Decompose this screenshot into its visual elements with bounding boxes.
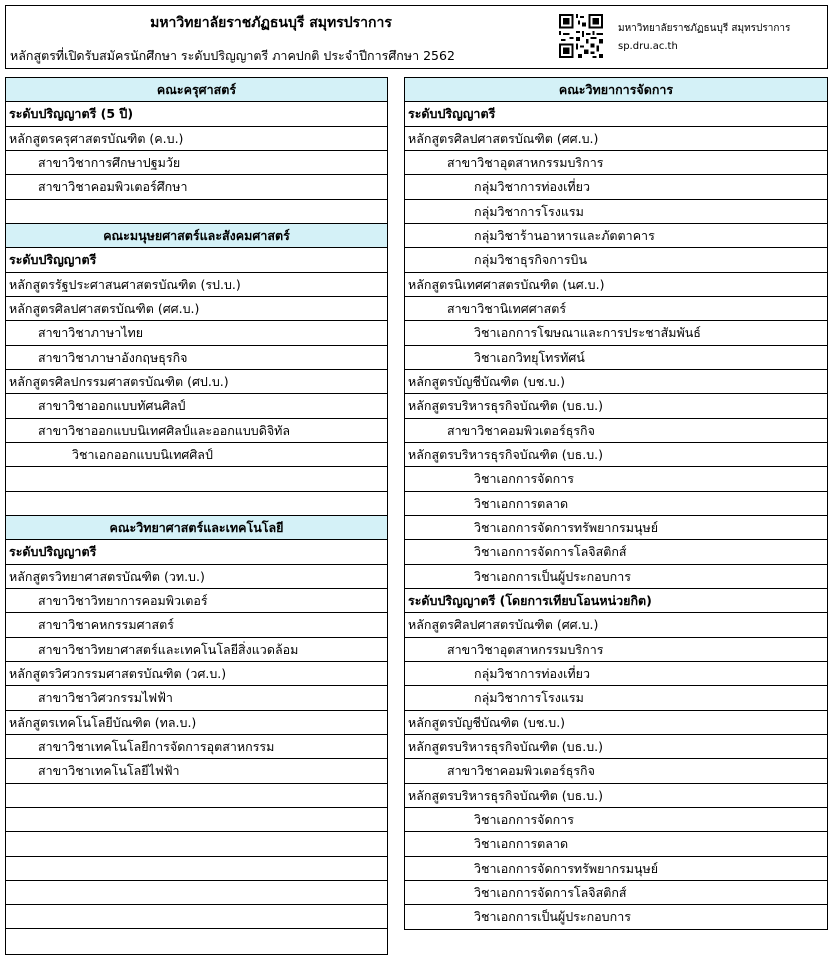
degree-level-row: ระดับปริญญาตรี xyxy=(6,540,387,564)
faculty-header: คณะวิทยาการจัดการ xyxy=(405,78,827,102)
program-row: วิชาเอกการจัดการทรัพยากรมนุษย์ xyxy=(405,516,827,540)
empty-row xyxy=(6,808,387,832)
program-row: กลุ่มวิชาการท่องเที่ยว xyxy=(405,662,827,686)
empty-row xyxy=(6,784,387,808)
program-row: สาขาวิชาเทคโนโลยีไฟฟ้า xyxy=(6,759,387,783)
program-row: สาขาวิชาอุตสาหกรรมบริการ xyxy=(405,638,827,662)
program-row: หลักสูตรเทคโนโลยีบัณฑิต (ทล.บ.) xyxy=(6,711,387,735)
empty-row xyxy=(6,200,387,224)
program-row: วิชาเอกการเป็นผู้ประกอบการ xyxy=(474,909,631,925)
program-row: วิชาเอกวิทยุโทรทัศน์ xyxy=(405,346,827,370)
program-row: หลักสูตรศิลปศาสตรบัณฑิต (ศศ.บ.) xyxy=(405,127,827,151)
program-row: สาขาวิชาคอมพิวเตอร์ธุรกิจ xyxy=(405,419,827,443)
program-row: หลักสูตรครุศาสตรบัณฑิต (ค.บ.) xyxy=(6,127,387,151)
program-row: สาขาวิชาเทคโนโลยีการจัดการอุตสาหกรรม xyxy=(6,735,387,759)
program-row: กลุ่มวิชาร้านอาหารและภัตตาคาร xyxy=(405,224,827,248)
program-row: หลักสูตรบริหารธุรกิจบัณฑิต (บธ.บ.) xyxy=(405,394,827,418)
empty-row xyxy=(6,492,387,516)
program-row: กลุ่มวิชาธุรกิจการบิน xyxy=(405,248,827,272)
program-row: วิชาเอกการตลาด xyxy=(405,492,827,516)
faculty-header: คณะครุศาสตร์ xyxy=(6,78,387,102)
program-row: หลักสูตรศิลปศาสตรบัณฑิต (ศศ.บ.) xyxy=(405,613,827,637)
program-row: สาขาวิชาวิทยาศาสตร์และเทคโนโลยีสิ่งแวดล้อม xyxy=(6,638,387,662)
faculty-header: คณะวิทยาศาสตร์และเทคโนโลยี xyxy=(6,516,387,540)
document-subtitle: หลักสูตรที่เปิดรับสมัครนักศึกษา ระดับปริญญาตรี ภาคปกติ ประจำปีการศึกษา 2562 xyxy=(10,48,455,63)
empty-row xyxy=(6,881,387,905)
program-row: สาขาวิชาออกแบบนิเทศศิลป์และออกแบบดิจิทัล xyxy=(6,419,387,443)
program-row: วิชาเอกการจัดการทรัพยากรมนุษย์ xyxy=(405,857,827,881)
program-row: กลุ่มวิชาการท่องเที่ยว xyxy=(405,175,827,199)
degree-level-row: ระดับปริญญาตรี (5 ปี) xyxy=(6,102,387,126)
program-row: สาขาวิชาคอมพิวเตอร์ศึกษา xyxy=(6,175,387,199)
campus-name: มหาวิทยาลัยราชภัฏธนบุรี สมุทรปราการ xyxy=(618,23,791,34)
program-row: หลักสูตรวิทยาศาสตรบัณฑิต (วท.บ.) xyxy=(6,565,387,589)
program-row: หลักสูตรศิลปกรรมศาสตรบัณฑิต (ศป.บ.) xyxy=(6,370,387,394)
university-title: มหาวิทยาลัยราชภัฏธนบุรี สมุทรปราการ xyxy=(150,15,392,31)
program-row: หลักสูตรนิเทศศาสตรบัณฑิต (นศ.บ.) xyxy=(405,273,827,297)
program-row: หลักสูตรรัฐประศาสนศาสตรบัณฑิต (รป.บ.) xyxy=(6,273,387,297)
program-row: หลักสูตรบริหารธุรกิจบัณฑิต (บธ.บ.) xyxy=(405,443,827,467)
program-row: วิชาเอกการจัดการโลจิสติกส์ xyxy=(405,540,827,564)
empty-row xyxy=(6,832,387,856)
program-row: วิชาเอกการจัดการโลจิสติกส์ xyxy=(405,881,827,905)
program-row: วิชาเอกการจัดการ xyxy=(405,808,827,832)
program-row: สาขาวิชาภาษาอังกฤษธุรกิจ xyxy=(6,346,387,370)
program-row: สาขาวิชาการศึกษาปฐมวัย xyxy=(6,151,387,175)
degree-level-row: ระดับปริญญาตรี xyxy=(405,102,827,126)
program-row: วิชาเอกการตลาด xyxy=(405,832,827,856)
program-row: หลักสูตรวิศวกรรมศาสตรบัณฑิต (วศ.บ.) xyxy=(6,662,387,686)
program-row: สาขาวิชาคหกรรมศาสตร์ xyxy=(6,613,387,637)
program-row: สาขาวิชาออกแบบทัศนศิลป์ xyxy=(6,394,387,418)
program-row: วิชาเอกการจัดการ xyxy=(405,467,827,491)
document-header xyxy=(5,5,828,69)
campus-info xyxy=(618,20,790,56)
program-row: สาขาวิชาอุตสาหกรรมบริการ xyxy=(405,151,827,175)
program-row: วิชาเอกการเป็นผู้ประกอบการ xyxy=(405,565,827,589)
empty-row xyxy=(6,905,387,929)
degree-level-row: ระดับปริญญาตรี xyxy=(6,248,387,272)
program-row: สาขาวิชาภาษาไทย xyxy=(6,321,387,345)
left-column-table xyxy=(5,77,388,955)
program-row: กลุ่มวิชาการโรงแรม xyxy=(405,200,827,224)
website-text: sp.dru.ac.th xyxy=(618,41,678,52)
program-row: สาขาวิชาวิศวกรรมไฟฟ้า xyxy=(6,686,387,710)
empty-row xyxy=(6,929,387,953)
empty-row xyxy=(6,857,387,881)
program-row: หลักสูตรบริหารธุรกิจบัณฑิต (บธ.บ.) xyxy=(405,735,827,759)
program-row: สาขาวิชาวิทยาการคอมพิวเตอร์ xyxy=(6,589,387,613)
program-row: วิชาเอกออกแบบนิเทศศิลป์ xyxy=(6,443,387,467)
empty-row xyxy=(6,467,387,491)
program-row: สาขาวิชานิเทศศาสตร์ xyxy=(405,297,827,321)
program-row: สาขาวิชาคอมพิวเตอร์ธุรกิจ xyxy=(405,759,827,783)
qr-code-icon xyxy=(559,14,603,58)
faculty-header: คณะมนุษยศาสตร์และสังคมศาสตร์ xyxy=(6,224,387,248)
degree-level-row: ระดับปริญญาตรี (โดยการเทียบโอนหน่วยกิต) xyxy=(405,589,827,613)
program-row: หลักสูตรบริหารธุรกิจบัณฑิต (บธ.บ.) xyxy=(405,784,827,808)
right-column-table xyxy=(404,77,828,930)
program-row: หลักสูตรศิลปศาสตรบัณฑิต (ศศ.บ.) xyxy=(6,297,387,321)
program-row: หลักสูตรบัญชีบัณฑิต (บช.บ.) xyxy=(405,711,827,735)
program-row: หลักสูตรบัญชีบัณฑิต (บช.บ.) xyxy=(405,370,827,394)
program-row: วิชาเอกการโฆษณาและการประชาสัมพันธ์ xyxy=(405,321,827,345)
program-row: กลุ่มวิชาการโรงแรม xyxy=(405,686,827,710)
